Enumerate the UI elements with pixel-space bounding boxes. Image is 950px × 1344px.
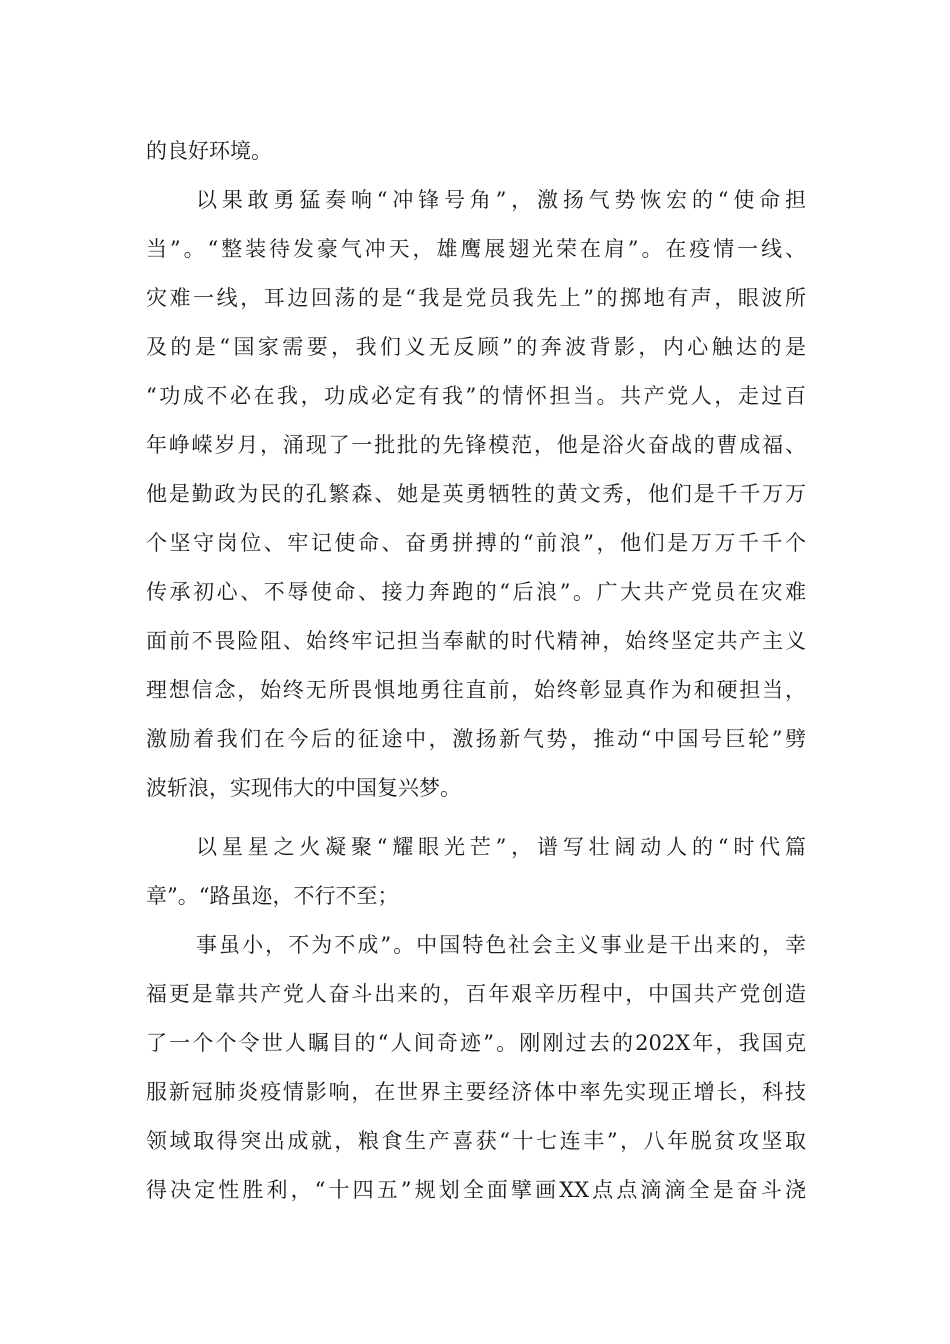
text-line: 领域取得突出成就，粮食生产喜获“十七连丰”，八年脱贫攻坚取	[146, 1129, 806, 1153]
paragraph-start-line: 以星星之火凝聚“耀眼光芒”，谱写壮阔动人的“时代篇	[196, 835, 806, 859]
text-line: 面前不畏险阻、始终牢记担当奉献的时代精神，始终坚定共产主义	[146, 629, 806, 653]
text-line: 章”。“路虽迩，不行不至；	[146, 884, 399, 908]
text-line: 激励着我们在今后的征途中，激扬新气势，推动“中国号巨轮”劈	[146, 727, 806, 751]
text-line: 服新冠肺炎疫情影响，在世界主要经济体中率先实现正增长，科技	[146, 1080, 806, 1104]
text-line: 波斩浪，实现伟大的中国复兴梦。	[146, 776, 461, 800]
text-line: 得决定性胜利，“十四五”规划全面擘画XX点点滴滴全是奋斗浇	[146, 1178, 806, 1202]
text-line: 年峥嵘岁月，涌现了一批批的先锋模范，他是浴火奋战的曹成福、	[146, 433, 806, 457]
paragraph-start-line: 事虽小，不为不成”。中国特色社会主义事业是干出来的，幸	[196, 933, 806, 957]
text-line: 了一个个令世人瞩目的“人间奇迹”。刚刚过去的202X年，我国克	[146, 1031, 806, 1055]
text-line: 个坚守岗位、牢记使命、奋勇拼搏的“前浪”，他们是万万千千个	[146, 531, 806, 555]
text-line: 的良好环境。	[146, 139, 272, 163]
text-line: “功成不必在我，功成必定有我”的情怀担当。共产党人，走过百	[146, 384, 806, 408]
text-line: 灾难一线，耳边回荡的是“我是党员我先上”的掷地有声，眼波所	[146, 286, 806, 310]
text-line: 理想信念，始终无所畏惧地勇往直前，始终彰显真作为和硬担当，	[146, 678, 806, 702]
text-line: 及的是“国家需要，我们义无反顾”的奔波背影，内心触达的是	[146, 335, 806, 359]
paragraph-start-line: 以果敢勇猛奏响“冲锋号角”，激扬气势恢宏的“使命担	[196, 188, 806, 212]
text-line: 当”。“整装待发豪气冲天，雄鹰展翅光荣在肩”。在疫情一线、	[146, 237, 806, 261]
text-line: 福更是靠共产党人奋斗出来的，百年艰辛历程中，中国共产党创造	[146, 982, 806, 1006]
text-line: 传承初心、不辱使命、接力奔跑的“后浪”。广大共产党员在灾难	[146, 580, 806, 604]
text-line: 他是勤政为民的孔繁森、她是英勇牺牲的黄文秀，他们是千千万万	[146, 482, 806, 506]
